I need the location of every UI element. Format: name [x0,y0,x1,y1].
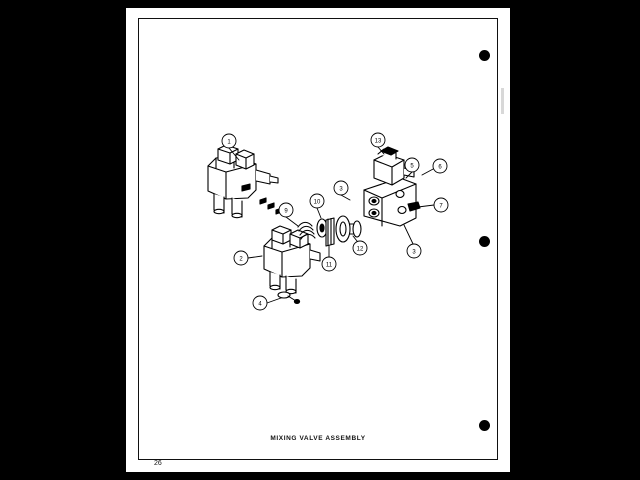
callout-12: 12 [356,246,364,253]
callout-13: 13 [374,138,382,145]
callout-9: 9 [284,208,288,215]
callout-3-lower: 3 [412,249,416,256]
figure-caption: MIXING VALVE ASSEMBLY [270,435,366,442]
page-number: 26 [154,460,162,467]
callout-2: 2 [239,256,243,263]
callout-group [222,133,448,310]
part-2-valve-body [264,226,320,294]
scanned-page [126,8,510,472]
callout-5: 5 [410,163,414,170]
loose-screws [260,198,282,214]
callout-1: 1 [227,139,231,146]
callout-6: 6 [438,164,442,171]
callout-4: 4 [258,301,262,308]
callout-11: 11 [325,262,333,269]
scan-artifact [501,88,504,114]
callout-10: 10 [313,199,321,206]
exploded-parts-diagram [138,18,498,460]
callout-7: 7 [439,203,443,210]
callout-3: 3 [339,186,343,193]
